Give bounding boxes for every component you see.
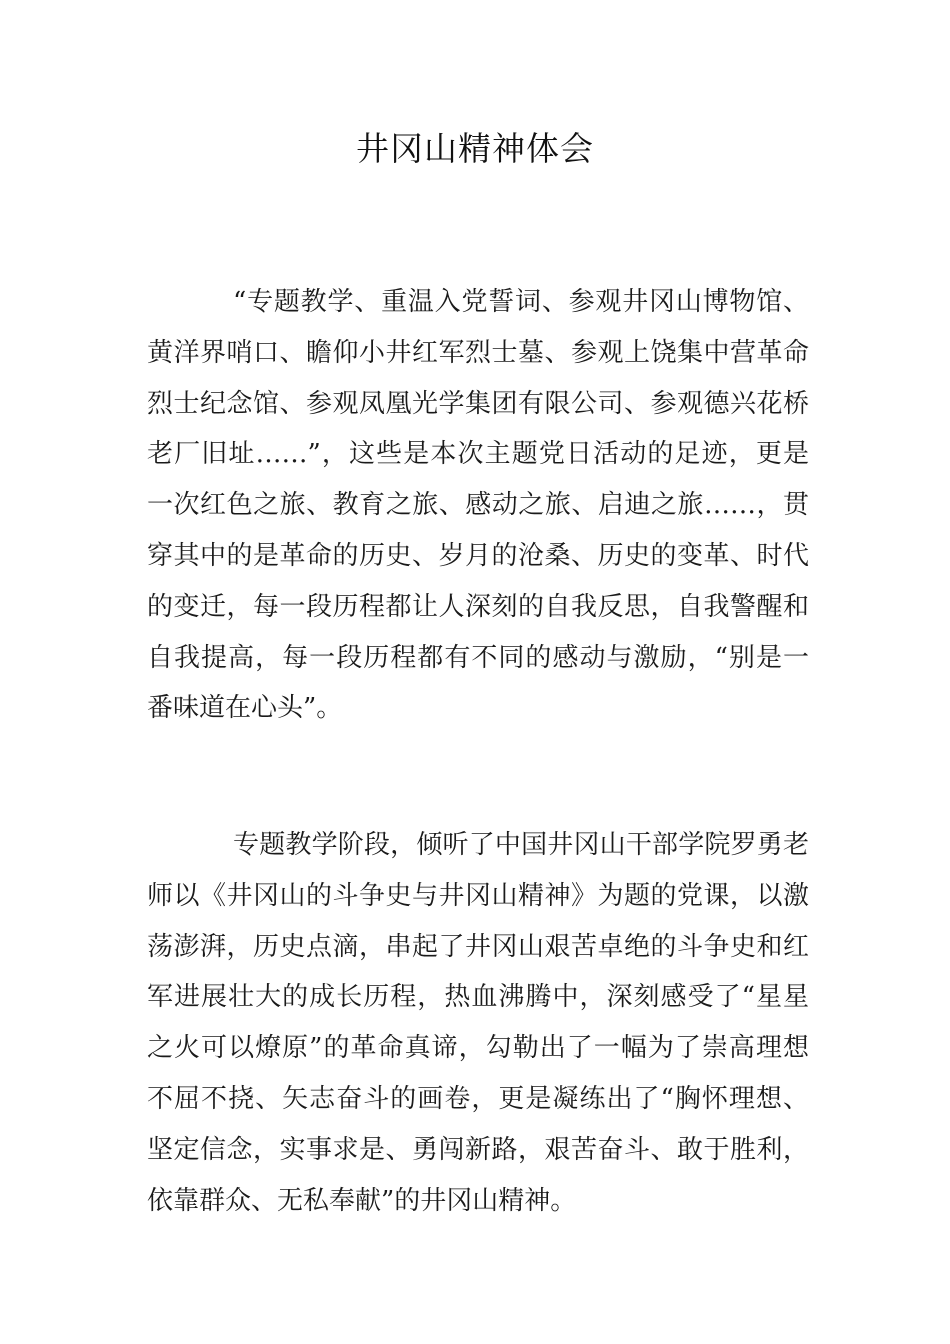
paragraph-lecture-summary: 专题教学阶段，倾听了中国井冈山干部学院罗勇老师以《井冈山的斗争史与井冈山精神》为题的党课，以激荡澎湃，历史点滴，串起了井冈山艰苦卓绝的斗争史和红军进展壮大的成长历程，热血沸腾中，深刻感受了“星星之火可以燎原”的革命真谛，勾勒出了一幅为了崇高理想不屈不挠、矢志奋斗的画卷，更是凝练出了“胸怀理想、坚定信念，实事求是、勇闯新路，艰苦奋斗、敢于胜利，依靠群众、无私奉献”的井冈山精神。 (147, 830, 809, 1216)
document-title: 井冈山精神体会 (356, 129, 594, 168)
paragraph-activities-overview: “专题教学、重温入党誓词、参观井冈山博物馆、黄洋界哨口、瞻仰小井红军烈士墓、参观上饶集中营革命烈士纪念馆、参观凤凰光学集团有限公司、参观德兴花桥老厂旧址……”，这些是本次主题党日活动的足迹，更是一次红色之旅、教育之旅、感动之旅、启迪之旅……，贯穿其中的是革命的历史、岁月的沧桑、历史的变革、时代的变迁，每一段历程都让人深刻的自我反思，自我警醒和自我提高，每一段历程都有不同的感动与激励，“别是一番味道在心头”。 (147, 287, 809, 724)
